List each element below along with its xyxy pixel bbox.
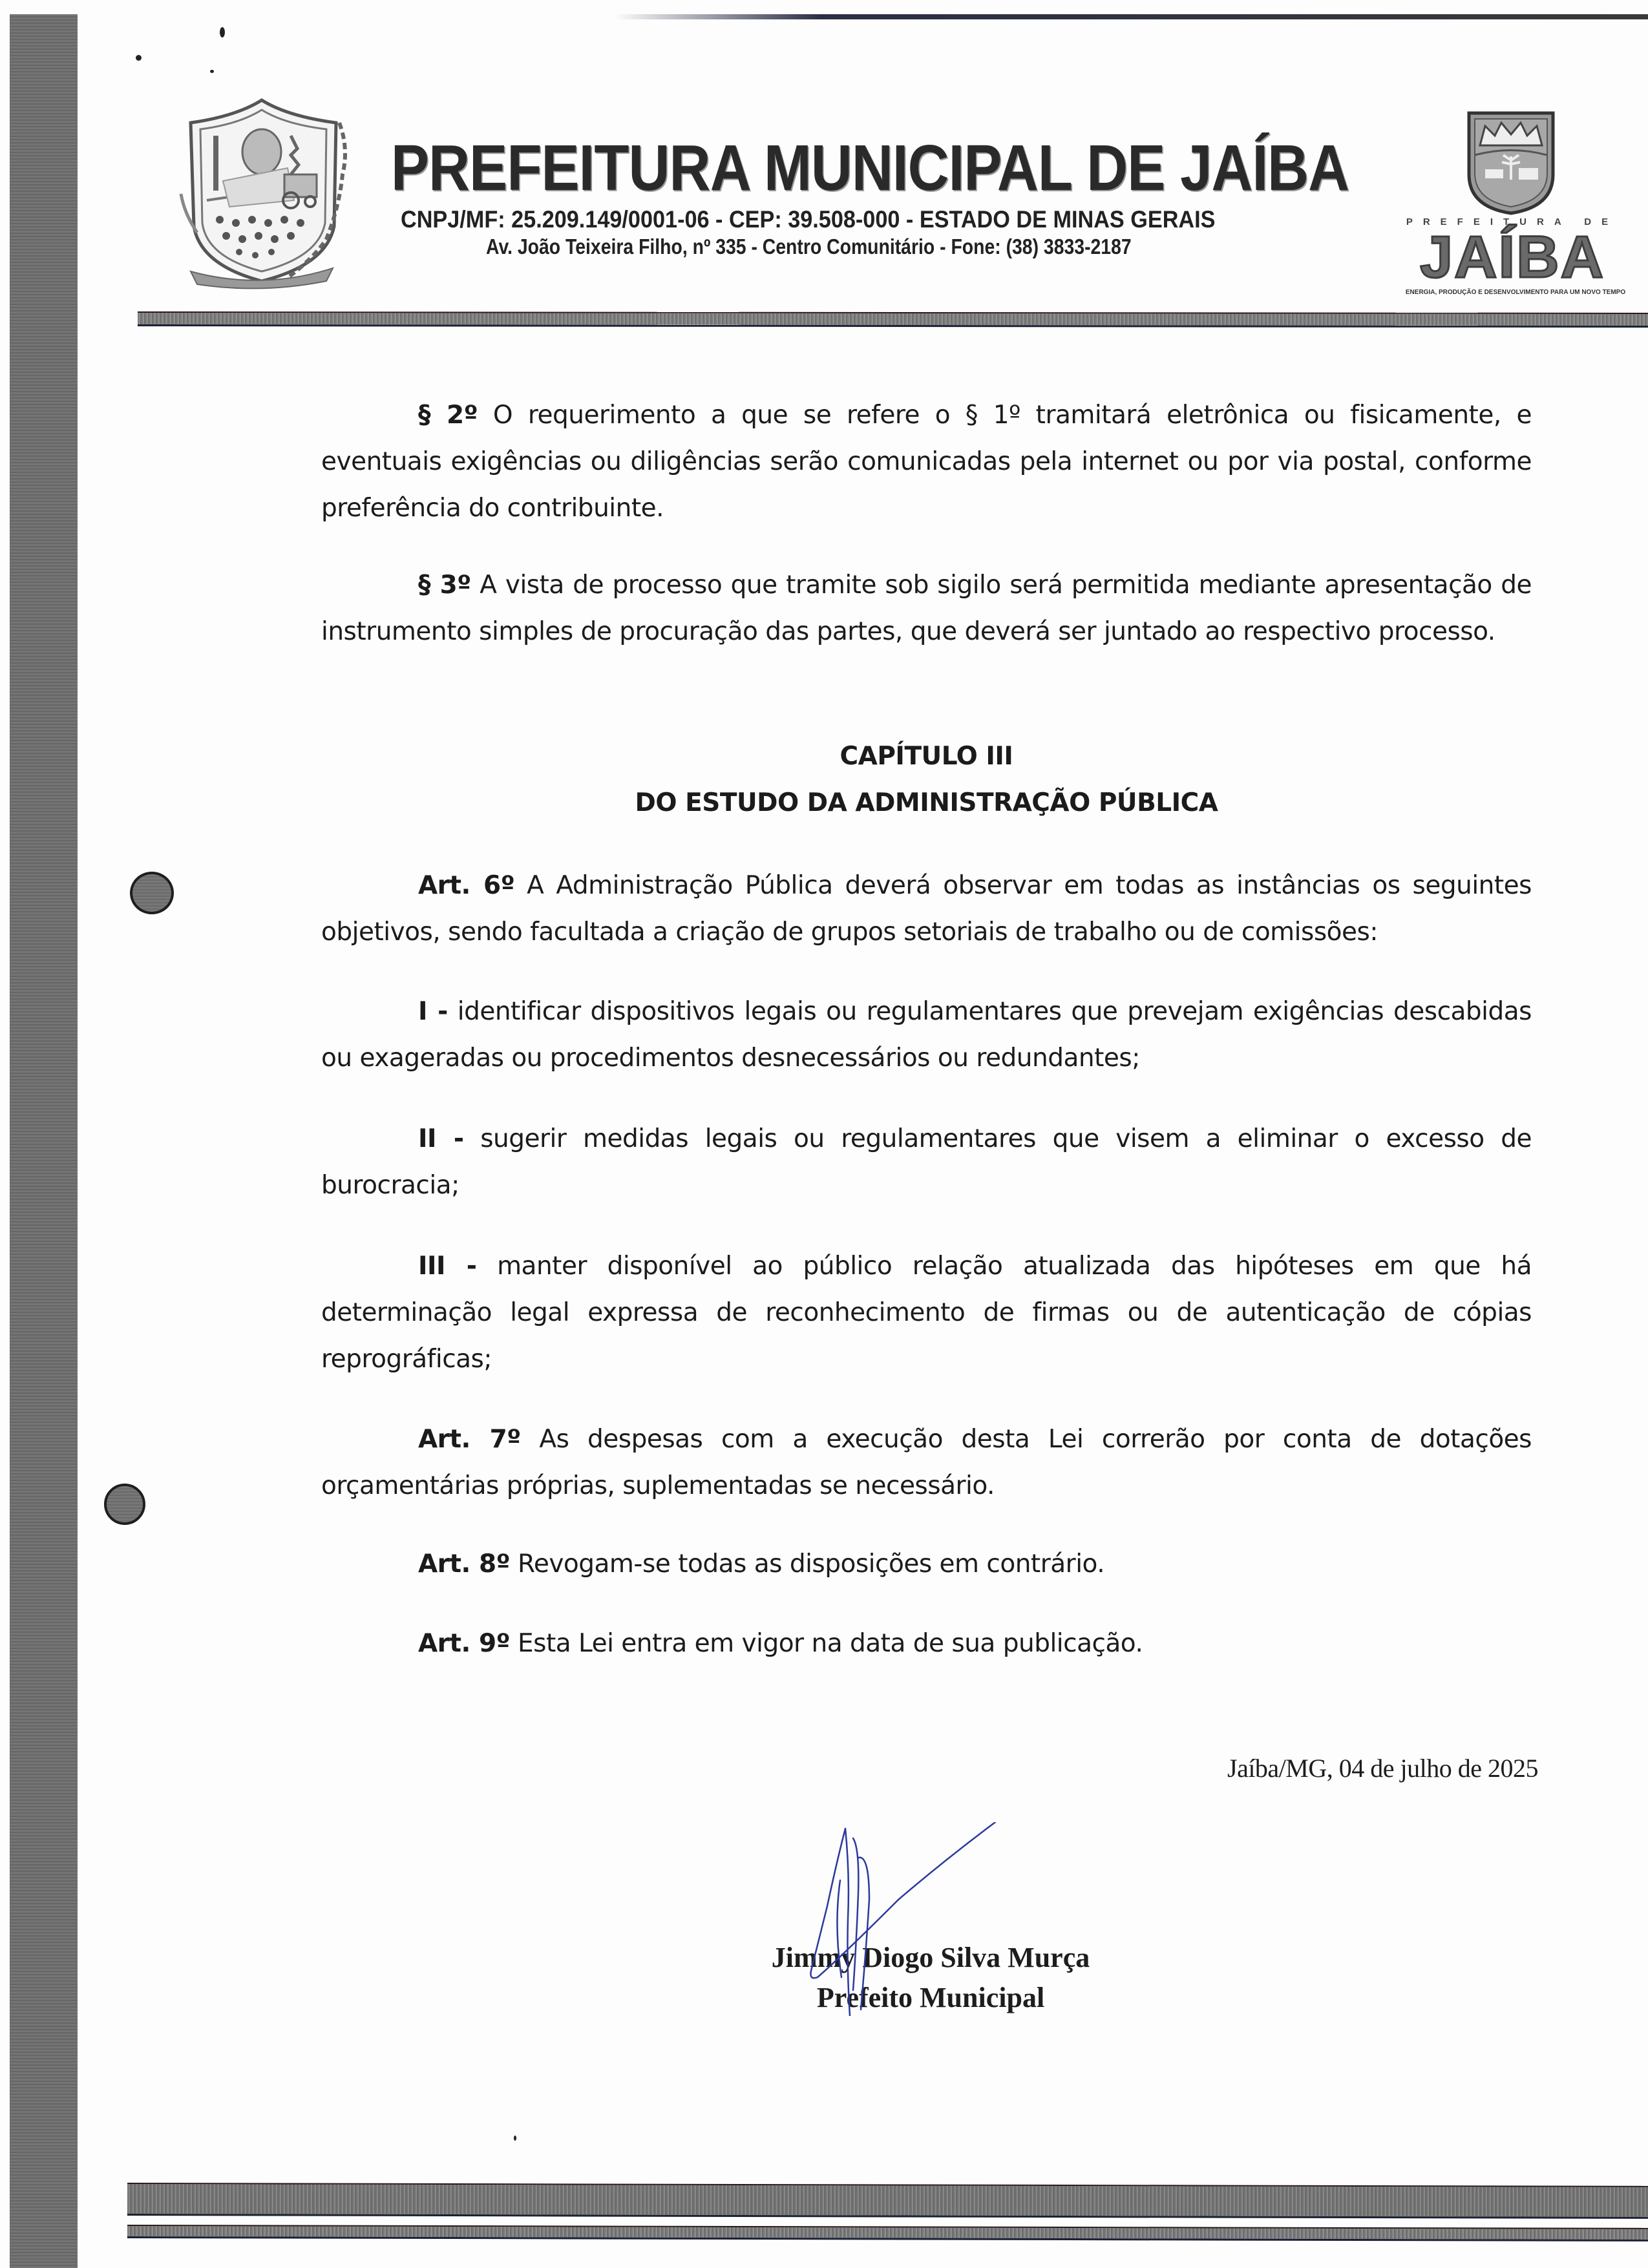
cnpj-line: CNPJ/MF: 25.209.149/0001-06 - CEP: 39.508-000 - ESTADO DE MINAS GERAIS	[401, 206, 1216, 233]
footer-bar	[127, 2183, 1648, 2219]
right-logo-prefix: PREFEITURA DE	[1406, 216, 1619, 227]
item-ii	[321, 1116, 1532, 1209]
right-logo-tagline: ENERGIA, PRODUÇÃO E DESENVOLVIMENTO PARA UM NOVO TEMPO	[1405, 289, 1626, 296]
article-text: As despesas com a execução desta Lei correrão por conta de dotações orçamentárias próprias, suplementadas se necessário.	[321, 1425, 1532, 1500]
item-i	[321, 989, 1532, 1082]
hole-punch	[104, 1484, 145, 1525]
paragraph-section-2	[321, 392, 1532, 532]
right-logo-name: JAÍBA	[1419, 224, 1605, 290]
item-lead: I -	[418, 997, 448, 1026]
item-text: manter disponível ao público relação atualizada das hipóteses em que há determinação legal expressa de reconhecimento de firmas ou de autenticação de cópias reprográficas;	[321, 1252, 1532, 1374]
item-text: identificar dispositivos legais ou regulamentares que prevejam exigências descabidas ou exageradas ou procedimentos desnecessários ou redundantes;	[321, 997, 1532, 1073]
paragraph-text: A vista de processo que tramite sob sigilo será permitida mediante apresentação de instrumento simples de procuração das partes, que deverá ser juntado ao respectivo processo.	[321, 571, 1532, 646]
hole-punch	[130, 872, 174, 914]
item-text: sugerir medidas legais ou regulamentares que visem a eliminar o excesso de burocracia;	[321, 1124, 1532, 1200]
signer-name: Jimmy Diogo Silva Murça	[771, 1942, 1090, 1973]
scan-speck	[220, 27, 225, 37]
paragraph-lead: § 3º	[418, 571, 471, 600]
item-lead: II -	[418, 1124, 464, 1153]
coat-of-arms-logo	[165, 97, 362, 291]
page-title: PREFEITURA MUNICIPAL DE JAÍBA	[391, 132, 1349, 204]
address-line: Av. João Teixeira Filho, nº 335 - Centro Comunitário - Fone: (38) 3833-2187	[486, 235, 1132, 258]
scan-speck	[514, 2136, 516, 2141]
chapter-title: DO ESTUDO DA ADMINISTRAÇÃO PÚBLICA	[635, 788, 1218, 817]
item-iii	[321, 1243, 1532, 1383]
scan-edge-strip	[10, 14, 78, 2268]
article-lead: Art. 7º	[418, 1425, 521, 1454]
jaiba-shield-logo	[1466, 110, 1556, 216]
scan-speck	[210, 70, 214, 73]
item-lead: III -	[418, 1252, 477, 1281]
footer-bar-thin	[127, 2225, 1648, 2242]
signer-role: Prefeito Municipal	[816, 1982, 1045, 2013]
article-lead: Art. 8º	[418, 1549, 511, 1579]
document-date: Jaíba/MG, 04 de julho de 2025	[1227, 1754, 1538, 1783]
article-8	[321, 1541, 1532, 1588]
article-text: Esta Lei entra em vigor na data de sua publicação.	[510, 1629, 1143, 1658]
scan-speck	[136, 55, 142, 61]
paragraph-lead: § 2º	[418, 401, 478, 430]
paragraph-text: O requerimento a que se refere o § 1º tramitará eletrônica ou fisicamente, e eventuais exigências ou diligências serão comunicadas pela internet ou por via postal, conforme preferência do contribuinte.	[321, 401, 1532, 523]
scan-top-edge	[614, 14, 1648, 19]
header-divider-bar	[138, 311, 1648, 328]
article-lead: Art. 9º	[418, 1629, 511, 1658]
article-text: A Administração Pública deverá observar em todas as instâncias os seguintes objetivos, sendo facultada a criação de grupos setoriais de trabalho ou de comissões:	[321, 871, 1532, 947]
article-6	[321, 863, 1532, 956]
chapter-heading: CAPÍTULO III	[840, 742, 1013, 771]
article-lead: Art. 6º	[418, 871, 515, 900]
article-7	[321, 1416, 1532, 1509]
handwritten-signature	[801, 1822, 1047, 2016]
article-9	[321, 1621, 1532, 1667]
paragraph-section-3	[321, 562, 1532, 655]
article-text: Revogam-se todas as disposições em contrário.	[510, 1549, 1105, 1579]
